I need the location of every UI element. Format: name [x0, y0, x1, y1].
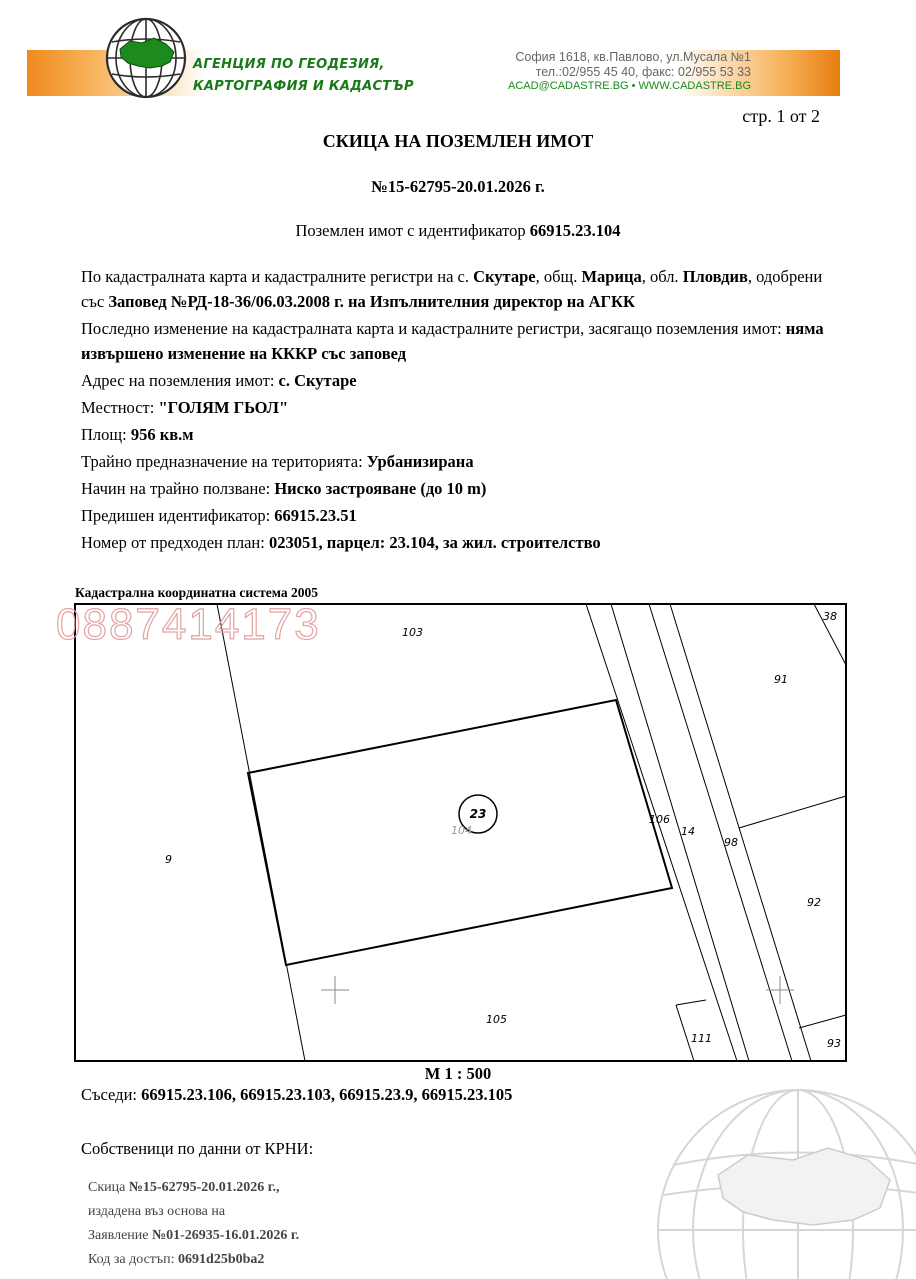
label-38: 38 — [823, 610, 837, 623]
area-value: 956 кв.м — [130, 425, 194, 444]
label-91: 91 — [774, 673, 788, 686]
basis-region: Пловдив — [682, 267, 748, 286]
last-change — [81, 316, 841, 366]
coordinate-system-label: Кадастрална координатна система 2005 — [75, 585, 318, 600]
agency-name-line2: КАРТОГРАФИЯ И КАДАСТЪР — [193, 79, 414, 94]
label-104: 104 — [451, 824, 472, 837]
neighbors-value: 66915.23.106, 66915.23.103, 66915.23.9, 66915.23.105 — [141, 1085, 513, 1104]
area-label: Площ: — [81, 425, 131, 444]
purpose-row — [81, 449, 841, 474]
neighbors-label: Съседи: — [81, 1085, 142, 1104]
basis-municipality: Марица — [581, 267, 642, 286]
property-info — [81, 264, 841, 557]
owners-heading: Собственици по данни от КРНИ: — [81, 1139, 314, 1158]
neighbors — [81, 1085, 512, 1105]
label-23: 23 — [469, 807, 487, 821]
footer-issued-basis: издадена въз основа на — [88, 1204, 226, 1219]
basis-text: , общ. — [535, 267, 582, 286]
usage-value: Ниско застрояване (до 10 m) — [274, 479, 487, 498]
label-103: 103 — [402, 626, 423, 639]
footer-value: 0691d25b0ba2 — [178, 1252, 265, 1267]
property-identifier — [0, 221, 916, 241]
area-row — [81, 422, 841, 447]
map-scale: М 1 : 500 — [424, 1064, 492, 1083]
label-111: 111 — [691, 1032, 712, 1045]
cadastral-map — [74, 603, 847, 1062]
previous-plan-value: 023051, парцел: 23.104, за жил. строителство — [268, 533, 601, 552]
purpose-label: Трайно предназначение на територията: — [81, 452, 367, 471]
basis-village: Скутаре — [473, 267, 536, 286]
label-106: 106 — [649, 813, 670, 826]
footer-value: №01-26935-16.01.2026 г. — [152, 1228, 300, 1243]
last-change-label: Последно изменение на кадастралната карта и кадастралните регистри, засягащо поземления имот: — [81, 319, 786, 338]
usage-label: Начин на трайно ползване: — [81, 479, 275, 498]
previous-plan-label: Номер от предходен план: — [81, 533, 269, 552]
usage-row — [81, 476, 841, 501]
footer-value: №15-62795-20.01.2026 г., — [128, 1180, 280, 1195]
page-number: стр. 1 от 2 — [742, 106, 820, 126]
previous-plan-row — [81, 530, 841, 555]
basis-text: , одобрени със — [81, 267, 823, 311]
agency-address: София 1618, кв.Павлово, ул.Мусала №1 — [515, 50, 751, 64]
address-value: с. Скутаре — [278, 371, 357, 390]
label-93: 93 — [827, 1037, 841, 1050]
document-title: СКИЦА НА ПОЗЕМЛЕН ИМОТ — [322, 131, 594, 151]
footer-sketch-number — [88, 1176, 299, 1200]
previous-id-value: 66915.23.51 — [274, 506, 357, 525]
phone-watermark: 0887414173 — [56, 600, 321, 649]
footer-notes — [88, 1176, 299, 1272]
property-id-value: 66915.23.104 — [529, 221, 621, 240]
label-14: 14 — [681, 825, 695, 838]
document-number: №15-62795-20.01.2026 г. — [371, 177, 545, 196]
label-98: 98 — [724, 836, 738, 849]
footer-text: Заявление — [88, 1228, 152, 1243]
locality-value: "ГОЛЯМ ГЬОЛ" — [158, 398, 289, 417]
label-105: 105 — [486, 1013, 507, 1026]
footer-text: Код за достъп: — [88, 1252, 179, 1267]
property-id-prefix: Поземлен имот с идентификатор — [295, 221, 530, 240]
agency-contacts — [470, 50, 751, 94]
basis-text: , обл. — [641, 267, 683, 286]
agency-name — [193, 54, 453, 98]
globe-watermark — [628, 1080, 916, 1279]
previous-id-label: Предишен идентификатор: — [81, 506, 275, 525]
cadastral-basis — [81, 264, 841, 314]
agency-phones: тел.:02/955 45 40, факс: 02/955 53 33 — [535, 64, 751, 79]
address-row — [81, 368, 841, 393]
footer-text: Скица — [88, 1180, 129, 1195]
basis-order: Заповед №РД-18-36/06.03.2008 г. на Изпълнителния директор на АГКК — [108, 292, 635, 311]
agency-web: ACAD@CADASTRE.BG • WWW.CADASTRE.BG — [508, 80, 751, 92]
label-9: 9 — [165, 853, 172, 866]
footer-access-code — [88, 1248, 299, 1272]
footer-application — [88, 1224, 299, 1248]
previous-id-row — [81, 503, 841, 528]
label-92: 92 — [807, 896, 821, 909]
purpose-value: Урбанизирана — [366, 452, 474, 471]
address-label: Адрес на поземления имот: — [81, 371, 279, 390]
agency-globe-logo — [104, 16, 188, 100]
basis-text: По кадастралната карта и кадастралните регистри на с. — [81, 267, 474, 286]
last-change-value: няма извършено изменение на КККР със заповед — [81, 319, 824, 363]
locality-label: Местност: — [81, 398, 159, 417]
locality-row — [81, 395, 841, 420]
agency-name-line1: АГЕНЦИЯ ПО ГЕОДЕЗИЯ, — [193, 57, 385, 72]
